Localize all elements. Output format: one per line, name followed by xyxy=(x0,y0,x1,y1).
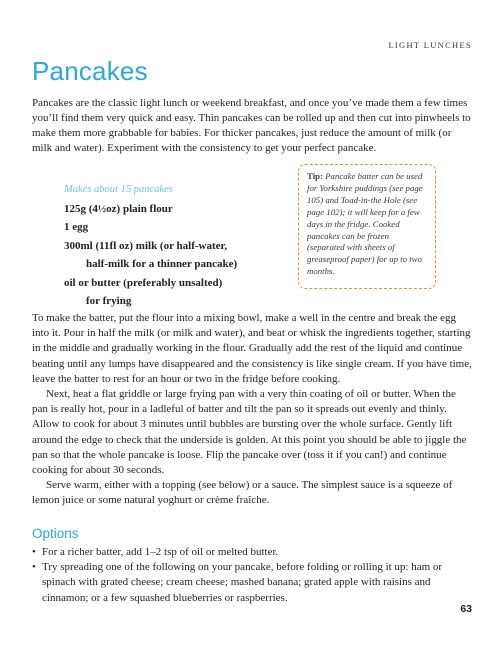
method-text xyxy=(32,311,472,509)
recipe-intro: Pancakes are the classic light lunch or weekend breakfast, and once you’ve made them a few times you’ll find them very quick and easy. Thin pancakes can be rolled up and then cut into pinwheels to make them more grabbable for babies. For thicker pancakes, just reduce the amount of milk (or milk and water). Experiment with the consistency to get your perfect pancake. xyxy=(32,97,471,154)
method-paragraph: Serve warm, either with a topping (see below) or a sauce. The simplest sauce is a squeeze of lemon juice or some natural yoghurt or crème fraîche. xyxy=(32,479,453,507)
tip-box xyxy=(298,164,436,289)
serving-yield: Makes about 15 pancakes xyxy=(64,184,173,195)
option-item: • Try spreading one of the following on your pancake, before folding or rolling it up: ham or spinach with grated cheese; cream cheese; mashed banana; grated apple with raisins and cinnamon; or a few squashed blueberries or raspberries. xyxy=(32,560,472,606)
section-header: LIGHT LUNCHES xyxy=(388,40,472,50)
ingredient-item: for frying xyxy=(86,295,132,307)
ingredient-item: oil or butter (preferably unsalted) xyxy=(64,276,223,289)
recipe-title: Pancakes xyxy=(32,56,148,86)
page-number: 63 xyxy=(460,603,472,615)
method-paragraph: To make the batter, put the flour into a mixing bowl, make a well in the centre and break the egg into it. Pour in half the milk (or milk and water), and beat or whisk the ingredients together, starting in the middle and gradually working in the flour. Gradually add the rest of the liquid and continue beating until any lumps have disappeared and the consistency is like single cream. If you have time, leave the batter to rest for an hour or two in the fridge before cooking. xyxy=(32,312,472,385)
ingredient-item: half-milk for a thinner pancake) xyxy=(86,258,238,270)
option-item: • For a richer batter, add 1–2 tsp of oil or melted butter. xyxy=(32,545,472,560)
ingredient-item: 300ml (11fl oz) milk (or half-water, xyxy=(64,239,228,252)
ingredient-item: 125g (4½oz) plain flour xyxy=(64,202,173,215)
options-heading: Options xyxy=(32,526,79,541)
options-list xyxy=(32,545,472,606)
tip-label: Tip: xyxy=(307,171,323,181)
ingredient-item: 1 egg xyxy=(64,221,89,233)
tip-text: Pancake batter can be used for Yorkshire puddings (see page 105) and Toad-in-the Hole (see page 102); it will keep for a few days in the fridge. Cooked pancakes can be frozen (separated with sheets of greaseproof paper) for up to two months. xyxy=(307,171,423,277)
method-paragraph: Next, heat a flat griddle or large frying pan with a very thin coating of oil or butter. When the pan is really hot, pour in a ladleful of batter and tilt the pan so it spreads out evenly and thinly. Allow to cook for about 3 minutes until bubbles are bursting over the whole surface. Gently lift around the edge to check that the underside is golden. At this point you should be able to jiggle the pan so that the whole pancake is loose. Flip the pancake over (toss it if you can!) and continue cooking for about 30 seconds. xyxy=(32,388,467,477)
ingredients-list xyxy=(64,181,294,311)
